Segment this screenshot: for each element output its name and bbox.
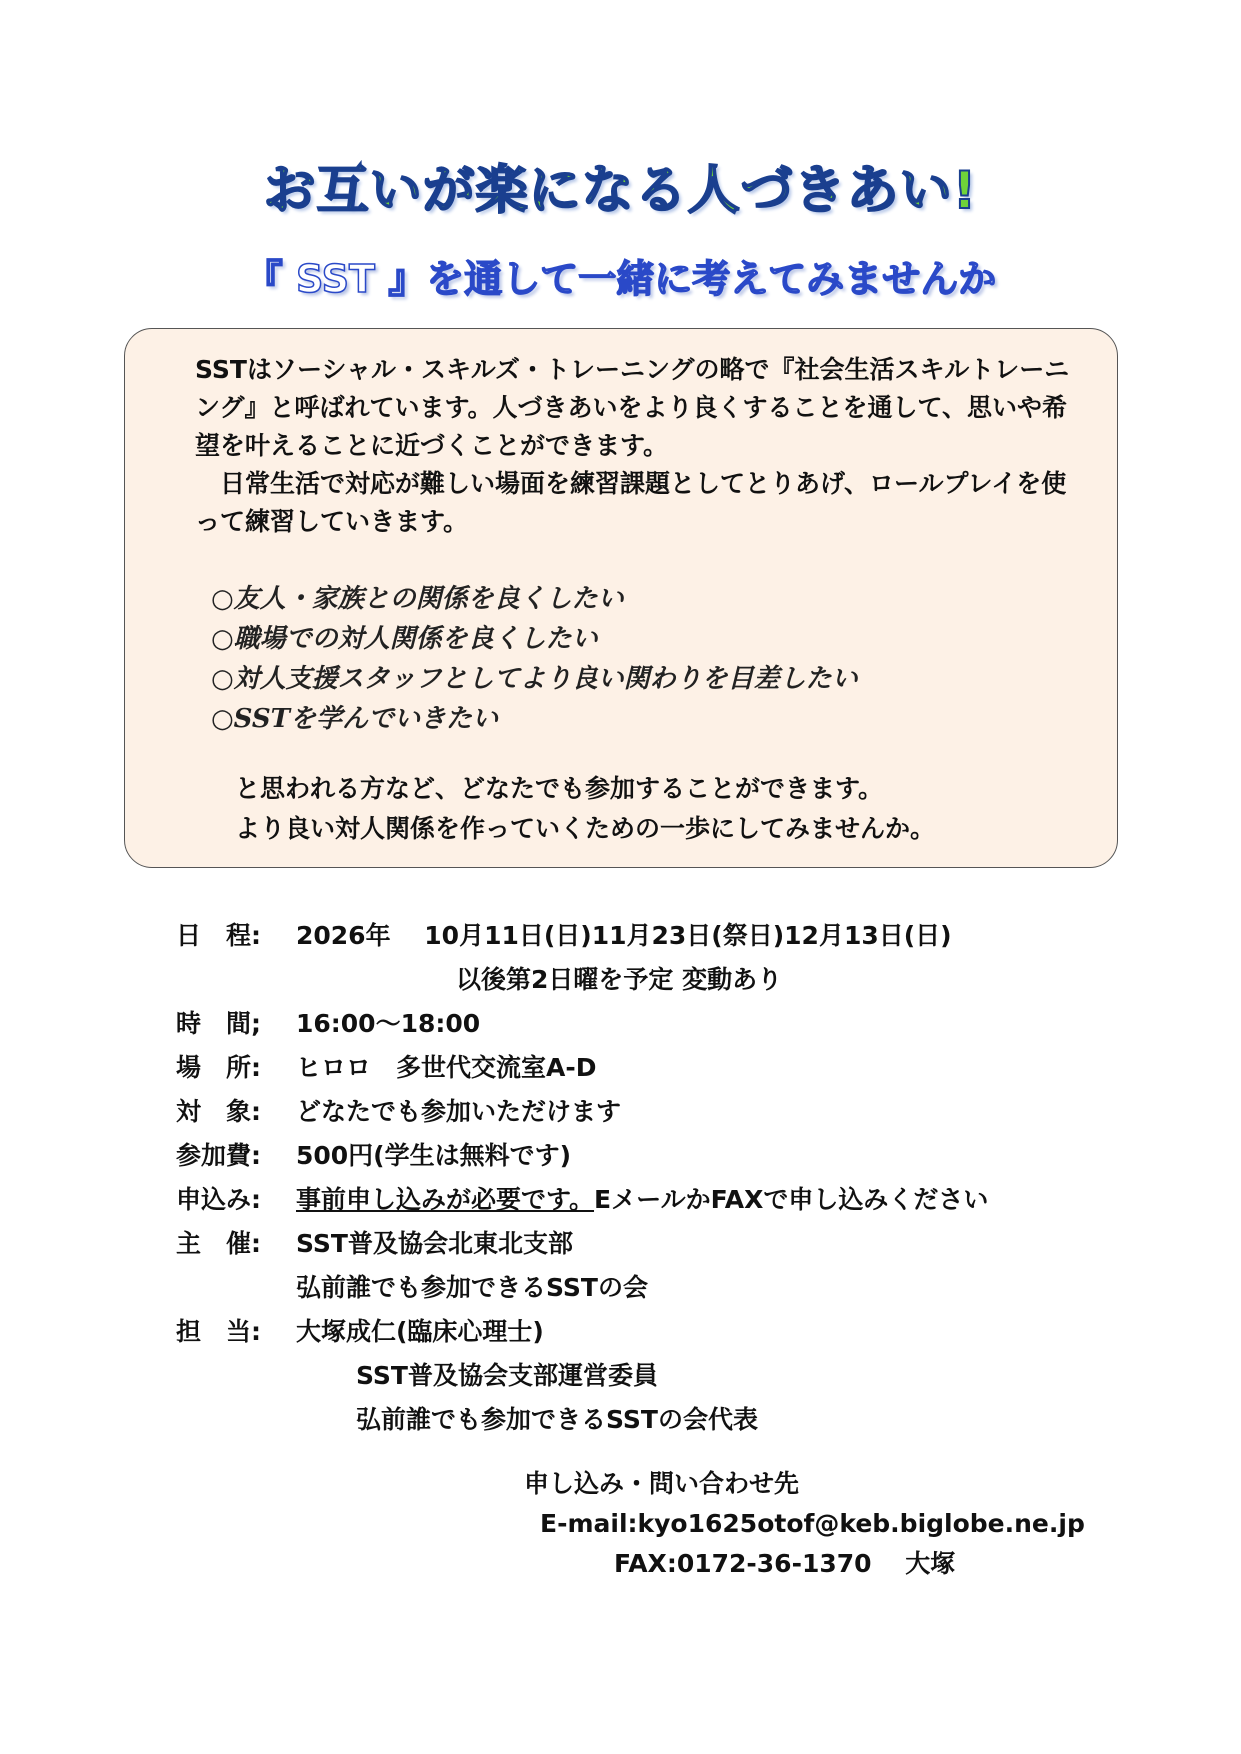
fee-value: 500円(学生は無料です) bbox=[296, 1141, 572, 1170]
page-title: お互いが楽になる人づきあい! bbox=[263, 161, 978, 221]
time-row bbox=[176, 1002, 1156, 1046]
charge-row bbox=[176, 1310, 1156, 1354]
charge-value-1: 大塚成仁(臨床心理士) bbox=[296, 1317, 544, 1346]
time-label: 時 間; bbox=[176, 1009, 261, 1038]
schedule-note: 以後第2日曜を予定 変動あり bbox=[456, 965, 783, 994]
list-item: ○対人支援スタッフとしてより良い関わりを目差したい bbox=[211, 664, 858, 694]
charge-row-3 bbox=[176, 1398, 1156, 1442]
intro-box bbox=[124, 328, 1118, 868]
place-label: 場 所: bbox=[176, 1053, 261, 1082]
charge-value-3: 弘前誰でも参加できるSSTの会代表 bbox=[356, 1405, 758, 1434]
charge-row-2 bbox=[176, 1354, 1156, 1398]
fee-label: 参加費: bbox=[176, 1141, 261, 1170]
place-row bbox=[176, 1046, 1156, 1090]
closing-line-1: と思われる方など、どなたでも参加することができます。 bbox=[235, 774, 884, 803]
time-value: 16:00～18:00 bbox=[296, 1009, 481, 1038]
page-subtitle: 『 SST 』を通して一緒に考えてみませんか bbox=[244, 257, 997, 301]
schedule-note-row bbox=[176, 958, 1156, 1002]
schedule-row bbox=[176, 914, 1156, 958]
host-label: 主 催: bbox=[176, 1229, 261, 1258]
fee-row bbox=[176, 1134, 1156, 1178]
event-details bbox=[176, 914, 1156, 1442]
intro-text bbox=[195, 351, 1085, 541]
list-item: ○SSTを学んでいきたい bbox=[211, 704, 499, 734]
host-value-2: 弘前誰でも参加できるSSTの会 bbox=[296, 1273, 648, 1302]
contact-email: E-mail:kyo1625otof@keb.biglobe.ne.jp bbox=[540, 1509, 1085, 1538]
list-item: ○職場での対人関係を良くしたい bbox=[211, 624, 598, 654]
contact-block bbox=[524, 1464, 1085, 1584]
charge-label: 担 当: bbox=[176, 1317, 261, 1346]
target-value: どなたでも参加いただけます bbox=[296, 1097, 622, 1126]
apply-value bbox=[296, 1178, 988, 1222]
apply-method: EメールかFAXで申し込みください bbox=[594, 1185, 989, 1214]
schedule-label: 日 程: bbox=[176, 921, 261, 950]
target-label: 対 象: bbox=[176, 1097, 261, 1126]
host-row-2 bbox=[176, 1266, 1156, 1310]
wish-list bbox=[211, 579, 858, 739]
schedule-value: 2026年 10月11日(日)11月23日(祭日)12月13日(日) bbox=[296, 921, 952, 950]
host-value-1: SST普及協会北東北支部 bbox=[296, 1229, 573, 1258]
contact-fax: FAX:0172-36-1370 大塚 bbox=[614, 1549, 956, 1578]
closing-text bbox=[235, 769, 935, 849]
charge-value-2: SST普及協会支部運営委員 bbox=[356, 1361, 658, 1390]
closing-line-2: より良い対人関係を作っていくための一歩にしてみませんか。 bbox=[235, 814, 936, 843]
intro-paragraph-1: SSTはソーシャル・スキルズ・トレーニングの略で『社会生活スキルトレーニング』と呼ばれています。人づきあいをより良くすることを通して、思いや希望を叶えることに近づくことができます。 bbox=[195, 355, 1070, 460]
host-row bbox=[176, 1222, 1156, 1266]
list-item: ○友人・家族との関係を良くしたい bbox=[211, 584, 624, 614]
intro-paragraph-2: 日常生活で対応が難しい場面を練習課題としてとりあげ、ロールプレイを使って練習していきます。 bbox=[195, 469, 1067, 536]
place-value: ヒロロ 多世代交流室A-D bbox=[296, 1053, 597, 1082]
apply-required-note: 事前申し込みが必要です。 bbox=[296, 1185, 595, 1214]
target-row bbox=[176, 1090, 1156, 1134]
contact-heading: 申し込み・問い合わせ先 bbox=[524, 1469, 800, 1498]
apply-label: 申込み: bbox=[176, 1185, 261, 1214]
apply-row bbox=[176, 1178, 1156, 1222]
